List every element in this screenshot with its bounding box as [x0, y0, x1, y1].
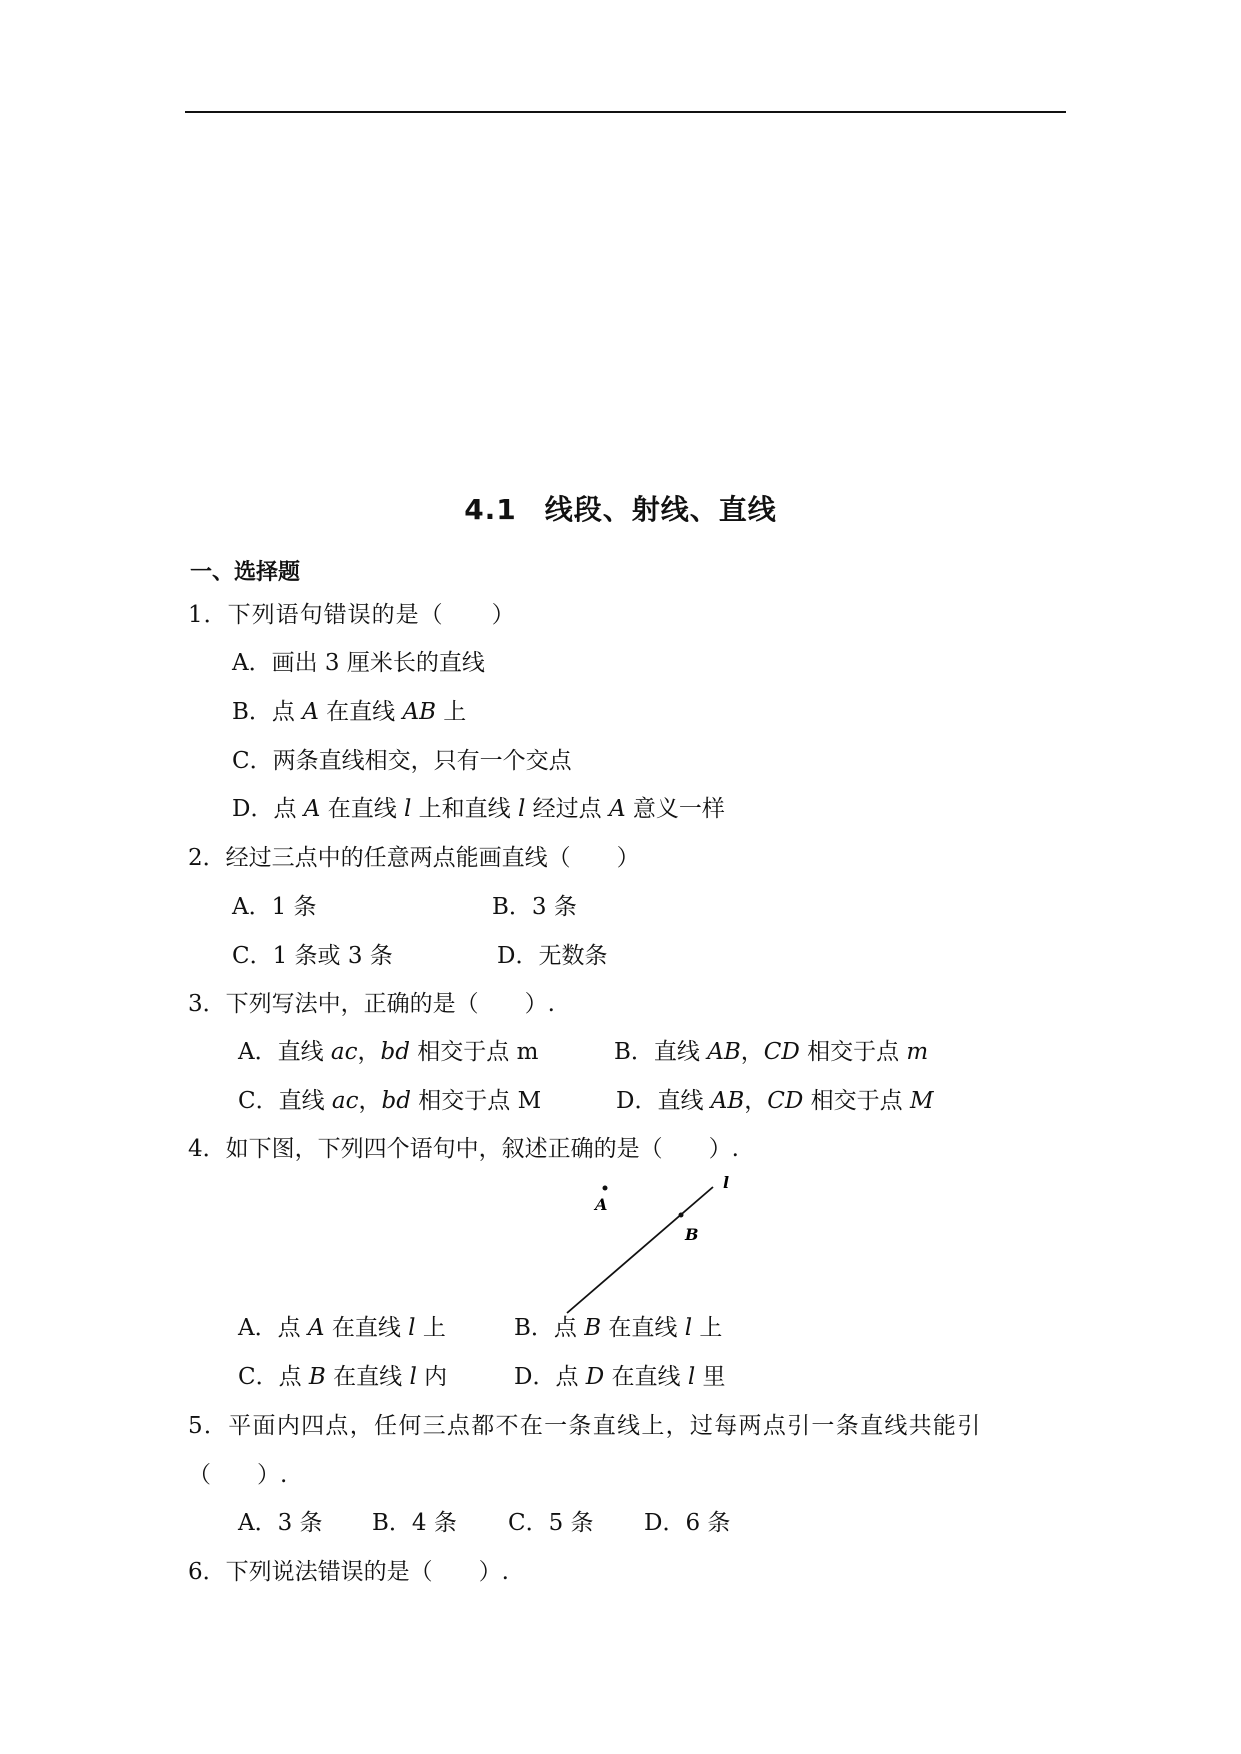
point-b-label: B	[685, 1225, 699, 1244]
q1-option-a: A．画出 3 厘米长的直线	[232, 650, 485, 676]
point-b-dot	[679, 1213, 684, 1218]
q3-stem: 3．下列写法中，正确的是（ ）.	[188, 991, 555, 1017]
q1-option-c: C．两条直线相交，只有一个交点	[232, 748, 572, 774]
q2-option-b: B．3 条	[492, 894, 577, 920]
q1-stem: 1．下列语句错误的是（ ）	[188, 602, 516, 628]
q3-option-b: B．直线 AB，CD 相交于点 m	[614, 1039, 929, 1065]
q2-option-a: A．1 条	[232, 894, 317, 920]
q5-option-c: C．5 条	[508, 1510, 594, 1536]
header-rule	[185, 111, 1066, 113]
q1-option-d: D．点 A 在直线 l 上和直线 l 经过点 A 意义一样	[232, 796, 725, 822]
q1-option-b: B．点 A 在直线 AB 上	[232, 699, 467, 725]
q5-stem-continued: （ ）.	[188, 1462, 288, 1488]
q4-option-d: D．点 D 在直线 l 里	[514, 1364, 726, 1390]
q4-option-a: A．点 A 在直线 l 上	[238, 1315, 446, 1341]
q2-option-c: C．1 条或 3 条	[232, 943, 393, 969]
q6-stem: 6．下列说法错误的是（ ）.	[188, 1559, 509, 1585]
section-heading: 一、选择题	[190, 560, 301, 585]
q2-stem: 2．经过三点中的任意两点能画直线（ ）	[188, 845, 640, 871]
page-title	[0, 488, 1241, 528]
q5-option-d: D．6 条	[644, 1510, 731, 1536]
q3-option-c: C．直线 ac，bd 相交于点 M	[238, 1088, 542, 1114]
line-l	[567, 1187, 713, 1313]
q3-option-a: A．直线 ac，bd 相交于点 m	[238, 1039, 539, 1065]
point-a-dot	[603, 1186, 608, 1191]
line-l-label: l	[723, 1175, 730, 1192]
line-figure	[560, 1175, 760, 1320]
q4-option-c: C．点 B 在直线 l 内	[238, 1364, 448, 1390]
q3-option-d: D．直线 AB，CD 相交于点 M	[616, 1088, 934, 1114]
title-number: 4.1	[464, 493, 517, 526]
title-text: 线段、射线、直线	[544, 493, 777, 526]
q4-option-b: B．点 B 在直线 l 上	[514, 1315, 723, 1341]
q5-option-a: A．3 条	[238, 1510, 323, 1536]
point-a-label: A	[595, 1195, 608, 1214]
q4-stem: 4．如下图，下列四个语句中，叙述正确的是（ ）.	[188, 1136, 739, 1162]
q2-option-d: D．无数条	[497, 943, 608, 969]
q5-stem: 5．平面内四点，任何三点都不在一条直线上，过每两点引一条直线共能引	[188, 1413, 982, 1439]
q5-option-b: B．4 条	[372, 1510, 457, 1536]
